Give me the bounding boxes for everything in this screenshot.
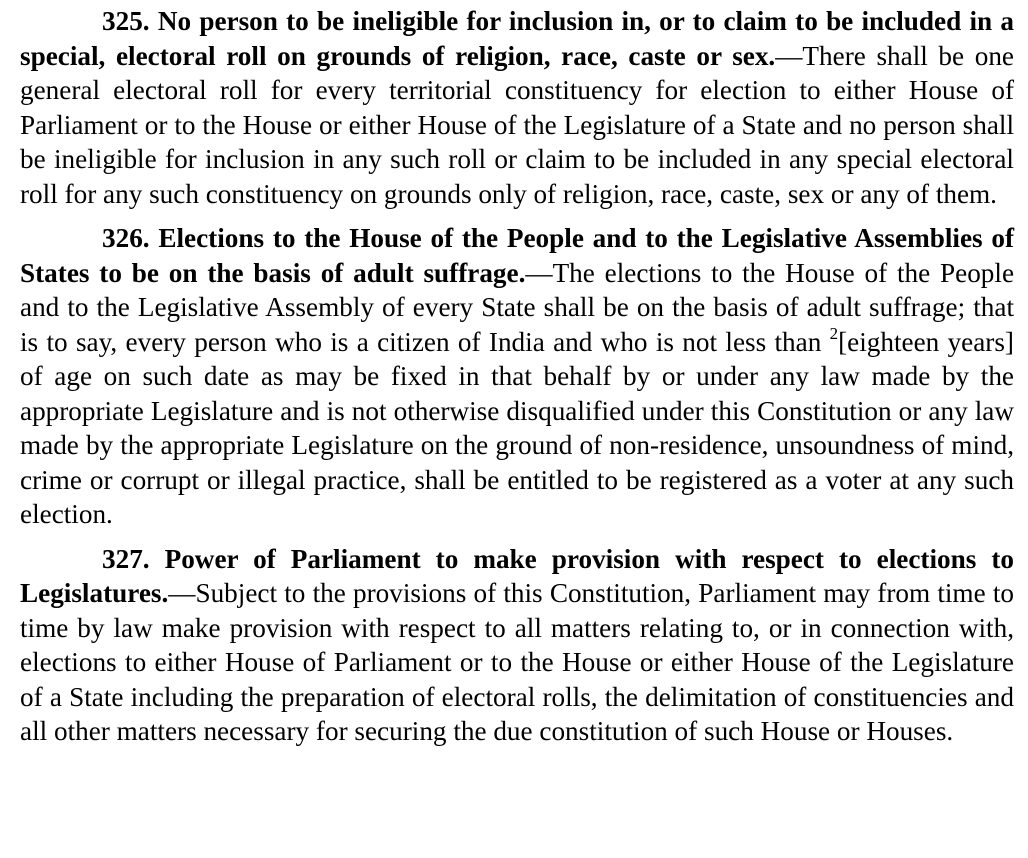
footnote-reference: 2 bbox=[829, 323, 839, 343]
article-327-body: Subject to the provisions of this Constitution, Parliament may from time to time by law make provision with respect to all matters relating to, or in connection with, elections to either House of Parliament or to the House or either House of the Legislature of a State including the preparation of electoral rolls, the delimitation of constituencies and all other matters necessary for securing the due constitution of such House or Houses. bbox=[20, 578, 1014, 746]
article-326-dash: — bbox=[525, 257, 553, 288]
article-327-title: Power of Parliament to make provision with respect to elections to Legislatures. bbox=[20, 543, 1014, 608]
article-326-body-after-note: [eighteen years] of age on such date as may be fixed in that behalf by or under any law made by the appropriate Legislature and is not otherwise disqualified under this Constitution or any law made by the appropriate Legislature on the ground of non-residence, unsoundness of mind, crime or corrupt or illegal practice, shall be entitled to be registered as a voter at any such election. bbox=[20, 326, 1014, 529]
article-327-dash: — bbox=[168, 578, 196, 608]
article-326 bbox=[20, 221, 1014, 532]
article-326-number: 326. bbox=[102, 223, 150, 253]
article-325-title: No person to be ineligible for inclusion in, or to claim to be included in a special, electoral roll on grounds of religion, race, caste or sex. bbox=[20, 6, 1015, 71]
article-326-body-before-note: The elections to the House of the People and to the Legislative Assembly of every State shall be on the basis of adult suffrage; that is to say, every person who is a citizen of India and who is not less than bbox=[20, 257, 1015, 357]
article-325 bbox=[20, 4, 1014, 211]
article-325-body: There shall be one general electoral roll for every territorial constituency for election to either House of Parliament or to the House or either House of the Legislature of a State and no person shall be ineligible for inclusion in any such roll or claim to be included in any special electoral roll for any such constituency on grounds only of religion, race, caste, sex or any of them. bbox=[20, 40, 1014, 209]
article-326-title: Elections to the House of the People and to the Legislative Assemblies of States to be on the basis of adult suffrage. bbox=[20, 223, 1015, 288]
article-327-number: 327. bbox=[102, 543, 150, 574]
article-327 bbox=[20, 542, 1014, 749]
article-325-dash: — bbox=[775, 40, 803, 71]
article-325-number: 325. bbox=[102, 6, 150, 36]
